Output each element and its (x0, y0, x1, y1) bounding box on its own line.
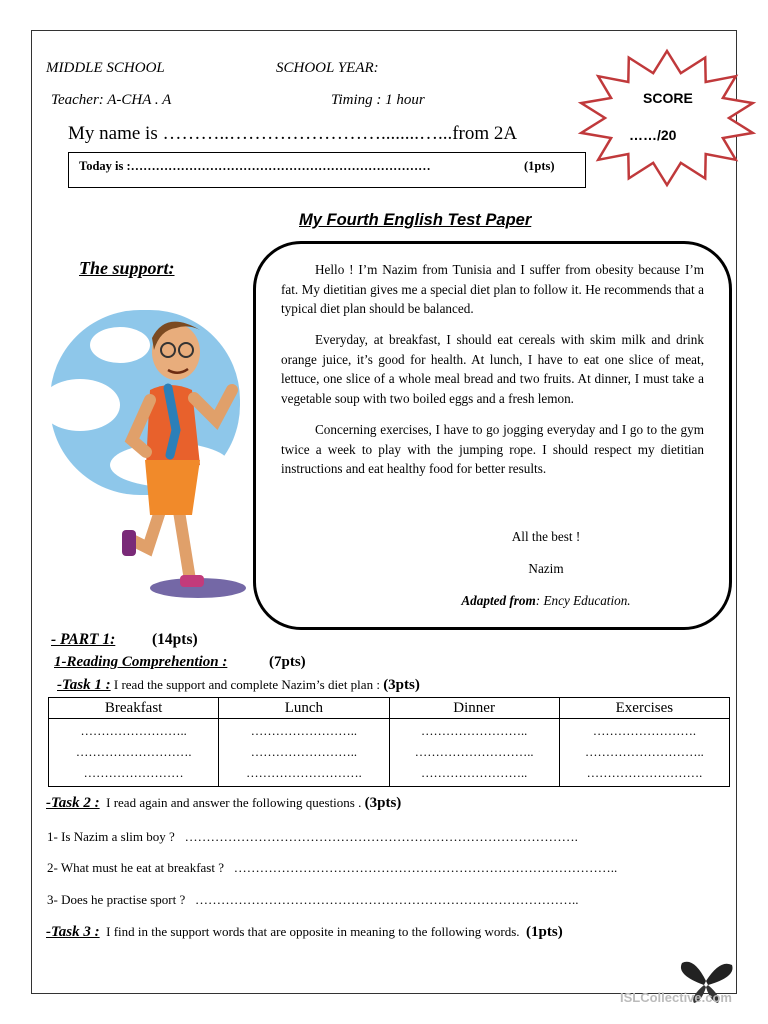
today-line: Today is :……………………………………………………………… (79, 159, 431, 173)
support-paragraph: Hello ! I’m Nazim from Tunisia and I suffer from obesity because I’m fat. My dietitian gives me a special diet plan to follow it. He recommends that a typical diet plan should be balanced. (281, 262, 704, 317)
answer-line[interactable]: ………………………………………………………………………………. (184, 829, 578, 844)
task3-line (46, 924, 563, 941)
task2-points: (3pts) (364, 795, 402, 811)
answer-cell[interactable]: …………………….. ………………………. …………………… (49, 719, 219, 787)
task1-instruction: I read the support and complete Nazim’s diet plan : (113, 677, 380, 692)
support-source (281, 593, 768, 609)
part1-points: (14pts) (152, 631, 198, 648)
source-label: Adapted from (461, 593, 536, 608)
task2-instruction: I read again and answer the following questions . (106, 795, 362, 810)
page-title: My Fourth English Test Paper (299, 211, 532, 229)
score-value: ……/20 (629, 127, 677, 143)
support-closing: All the best ! (511, 529, 581, 544)
today-box (68, 152, 586, 188)
table-row (49, 719, 730, 787)
score-badge (575, 48, 760, 188)
school-year-label: SCHOOL YEAR: (276, 60, 379, 76)
support-paragraph: Everyday, at breakfast, I should eat cereals with skim milk and drink orange juice, it’s good for health. At lunch, I have to eat one slice of meat, lettuce, one slice of a whole meal bread and two fruits. At dinner, I must take a vegetable soup with two boiled eggs and a fresh lemon. (281, 332, 704, 407)
task3-label: -Task 3 : (46, 924, 100, 940)
task3-instruction: I find in the support words that are opposite in meaning to the following words. (106, 924, 520, 939)
task3-points: (1pts) (526, 924, 563, 940)
task2-line (46, 795, 401, 812)
support-paragraph: Concerning exercises, I have to go jogging everyday and I go to the gym twice a week to play with the jumping rope. I should respect my dietitian instructions and eat healthy food for better results. (281, 422, 704, 477)
question-2: 2- What must he eat at breakfast ? …………………………………………………………………………….. (47, 860, 618, 875)
task1-label: -Task 1 : (57, 677, 111, 693)
column-header: Lunch (219, 698, 389, 719)
reading-label: 1-Reading Comprehention : (54, 654, 228, 670)
support-signature: Nazim (528, 561, 564, 576)
source-text: : Ency Education. (535, 593, 631, 608)
task1-points: (3pts) (383, 677, 420, 693)
answer-line[interactable]: …………………………………………………………………………….. (195, 892, 579, 907)
teacher-label: Teacher: A-CHA . A (51, 92, 172, 108)
question-3: 3- Does he practise sport ? …………………………………………………………………………….. (47, 892, 579, 907)
starburst-icon (575, 48, 760, 188)
name-line: My name is ………..……………………........…...from 2A (68, 123, 518, 144)
score-label: SCORE (643, 90, 693, 106)
answer-cell[interactable]: ……………………. ……………………….. ………………………. (559, 719, 729, 787)
task2-label: -Task 2 : (46, 795, 100, 811)
question-1: 1- Is Nazim a slim boy ? ………………………………………………………………………………. (47, 829, 578, 844)
watermark: ISLCollective.com (620, 990, 732, 1005)
table-header-row (49, 698, 730, 719)
answer-cell[interactable]: …………………….. ……………………….. …………………….. (389, 719, 559, 787)
reading-points: (7pts) (269, 654, 306, 670)
timing-label: Timing : 1 hour (331, 92, 425, 108)
jogging-man-illustration (50, 290, 250, 610)
today-points: (1pts) (524, 159, 555, 173)
column-header: Exercises (559, 698, 729, 719)
support-text (281, 260, 704, 490)
task1-line (57, 677, 420, 694)
diet-plan-table (48, 697, 730, 787)
part1-label: - PART 1: (51, 631, 116, 648)
column-header: Breakfast (49, 698, 219, 719)
column-header: Dinner (389, 698, 559, 719)
support-heading: The support: (79, 258, 175, 278)
answer-line[interactable]: …………………………………………………………………………….. (233, 860, 618, 875)
answer-cell[interactable]: …………………….. …………………….. ………………………. (219, 719, 389, 787)
school-label: MIDDLE SCHOOL (46, 60, 165, 76)
